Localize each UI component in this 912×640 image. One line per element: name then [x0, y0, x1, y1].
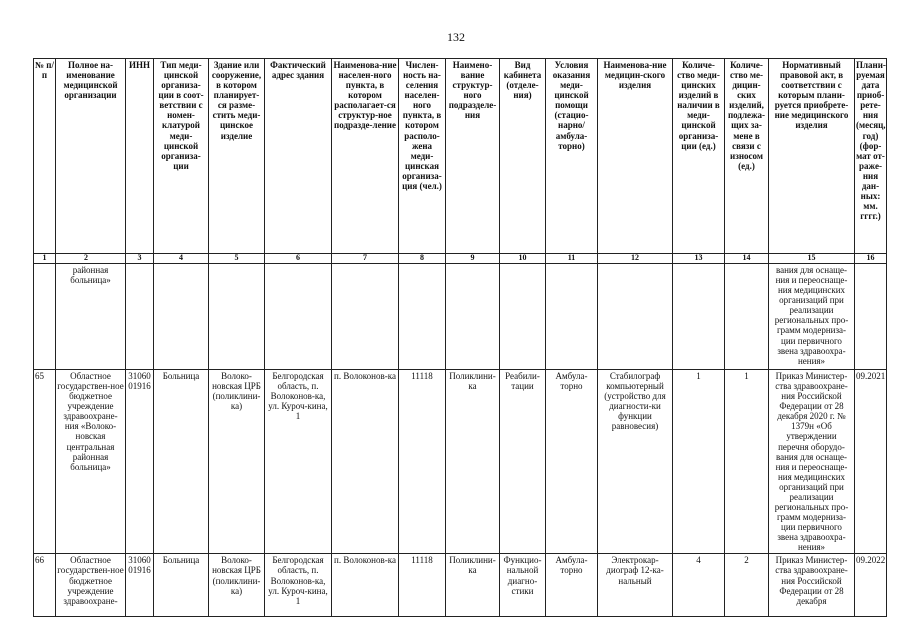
cell-row-number: 66: [34, 554, 56, 617]
cell-qty-available: 4: [673, 554, 725, 617]
cell-subdivision: Поликлини-ка: [446, 554, 500, 617]
cell-legal-act: Приказ Министер-ства здравоохране-ния Российской Федерации от 28 декабря 2020 г. № 1379н «Об утверждении перечня оборудо-вания для оснаще-ния и переоснаще-ния медицинских организаций при реализации региональных про-грамм модерниза-ции первичного звена здравоохра-нения»: [769, 369, 855, 553]
cell-legal-act: Приказ Министер-ства здравоохране-ния Российской Федерации от 28 декабря: [769, 554, 855, 617]
cell-date: 09.2022: [855, 554, 887, 617]
col-number: 12: [598, 254, 673, 264]
col-header-8: Числен-ность на-селения населен-ного пункта, в котором располо-жена меди-цинская организа-ция (чел.): [399, 59, 446, 254]
cell-empty: [154, 263, 209, 369]
cell-subdivision: Поликлини-ка: [446, 369, 500, 553]
cell-device: Электрокар-диограф 12-ка-нальный: [598, 554, 673, 617]
cell-empty: [598, 263, 673, 369]
col-header-7: Наименова-ние населен-ного пункта, в котором располагает-ся структур-ное подразде-ление: [332, 59, 399, 254]
cell-org-name: Областное государствен-ное бюджетное учреждение здравоохране-: [56, 554, 126, 617]
cell-inn: 3106001916: [126, 554, 154, 617]
cell-settlement: п. Волоконов-ка: [332, 554, 399, 617]
cell-address: Белгородская область, п. Волоконов-ка, ул. Куроч-кина, 1: [265, 554, 332, 617]
col-number: 13: [673, 254, 725, 264]
col-header-3: ИНН: [126, 59, 154, 254]
col-number: 6: [265, 254, 332, 264]
cell-settlement: п. Волоконов-ка: [332, 369, 399, 553]
cell-date: 09.2021: [855, 369, 887, 553]
cell-qty-available: 1: [673, 369, 725, 553]
col-header-15: Нормативный правовой акт, в соответствии с которым плани-руется приобрете-ние медицинского изделия: [769, 59, 855, 254]
cell-org-type: Больница: [154, 554, 209, 617]
table-row: [34, 554, 887, 617]
cell-row-number: 65: [34, 369, 56, 553]
col-number: 8: [399, 254, 446, 264]
cell-cabinet: Функцио-нальной диагно-стики: [500, 554, 546, 617]
equipment-table-sheet: [33, 58, 886, 606]
col-header-13: Количе-ство меди-цинских изделий в наличии в меди-цинской организа-ции (ед.): [673, 59, 725, 254]
col-header-9: Наимено-вание структур-ного подразделе-ния: [446, 59, 500, 254]
cell-empty: [265, 263, 332, 369]
cell-cabinet: Реабили-тации: [500, 369, 546, 553]
cell-population: 11118: [399, 369, 446, 553]
col-number: 3: [126, 254, 154, 264]
col-number: 14: [725, 254, 769, 264]
table-row: [34, 369, 887, 553]
col-header-11: Условия оказания меди-цинской помощи (стацио-нарно/ амбула-торно): [546, 59, 598, 254]
cell-empty: [673, 263, 725, 369]
cell-qty-replace: 1: [725, 369, 769, 553]
cell-empty: [332, 263, 399, 369]
cell-org-type: Больница: [154, 369, 209, 553]
col-header-4: Тип меди-цинской организа-ции в соот-ветствии с номен-клатурой меди-цинской организа-ции: [154, 59, 209, 254]
col-number: 15: [769, 254, 855, 264]
cell-population: 11118: [399, 554, 446, 617]
cell-empty: [500, 263, 546, 369]
cell-legal-act: вания для оснаще-ния и переоснаще-ния медицинских организаций при реализации региональных про-грамм модерниза-ции первичного звена здравоохра-нения»: [769, 263, 855, 369]
cell-empty: [546, 263, 598, 369]
col-header-2: Полное на-именование медицинской организации: [56, 59, 126, 254]
col-number: 4: [154, 254, 209, 264]
column-number-row: [34, 254, 887, 264]
col-header-10: Вид кабинета (отделе-ния): [500, 59, 546, 254]
cell-org-name: районная больница»: [56, 263, 126, 369]
col-header-16: Плани-руемая дата приоб-рете-ния (месяц, год) (фор-мат от-раже-ния дан-ных: мм. гггг.): [855, 59, 887, 254]
cell-empty: [209, 263, 265, 369]
cell-building: Волоко-новская ЦРБ (поликлини-ка): [209, 554, 265, 617]
cell-conditions: Амбула-торно: [546, 554, 598, 617]
page-number: 132: [447, 30, 465, 44]
col-number: 5: [209, 254, 265, 264]
col-number: 1: [34, 254, 56, 264]
cell-empty: [446, 263, 500, 369]
continuation-row: [34, 263, 887, 369]
col-number: 10: [500, 254, 546, 264]
col-header-12: Наименова-ние медицин-ского изделия: [598, 59, 673, 254]
cell-device: Стабилограф компьютерный (устройство для диагности-ки функции равновесия): [598, 369, 673, 553]
col-header-6: Фактический адрес здания: [265, 59, 332, 254]
cell-empty: [34, 263, 56, 369]
cell-empty: [126, 263, 154, 369]
cell-inn: 3106001916: [126, 369, 154, 553]
col-number: 7: [332, 254, 399, 264]
col-number: 16: [855, 254, 887, 264]
col-number: 2: [56, 254, 126, 264]
equipment-table: [33, 58, 887, 617]
cell-org-name: Областное государствен-ное бюджетное учреждение здравоохране-ния «Волоко-новская центральная районная больница»: [56, 369, 126, 553]
cell-empty: [855, 263, 887, 369]
cell-empty: [399, 263, 446, 369]
col-number: 9: [446, 254, 500, 264]
col-number: 11: [546, 254, 598, 264]
cell-qty-replace: 2: [725, 554, 769, 617]
col-header-14: Количе-ство ме-дицин-ских изделий, подлежа-щих за-мене в связи с износом (ед.): [725, 59, 769, 254]
col-header-5: Здание или сооружение, в котором планирует-ся разме-стить меди-цинское изделие: [209, 59, 265, 254]
cell-empty: [725, 263, 769, 369]
col-header-1: № п/п: [34, 59, 56, 254]
cell-building: Волоко-новская ЦРБ (поликлини-ка): [209, 369, 265, 553]
cell-address: Белгородская область, п. Волоконов-ка, ул. Куроч-кина, 1: [265, 369, 332, 553]
cell-conditions: Амбула-торно: [546, 369, 598, 553]
header-row: [34, 59, 887, 254]
